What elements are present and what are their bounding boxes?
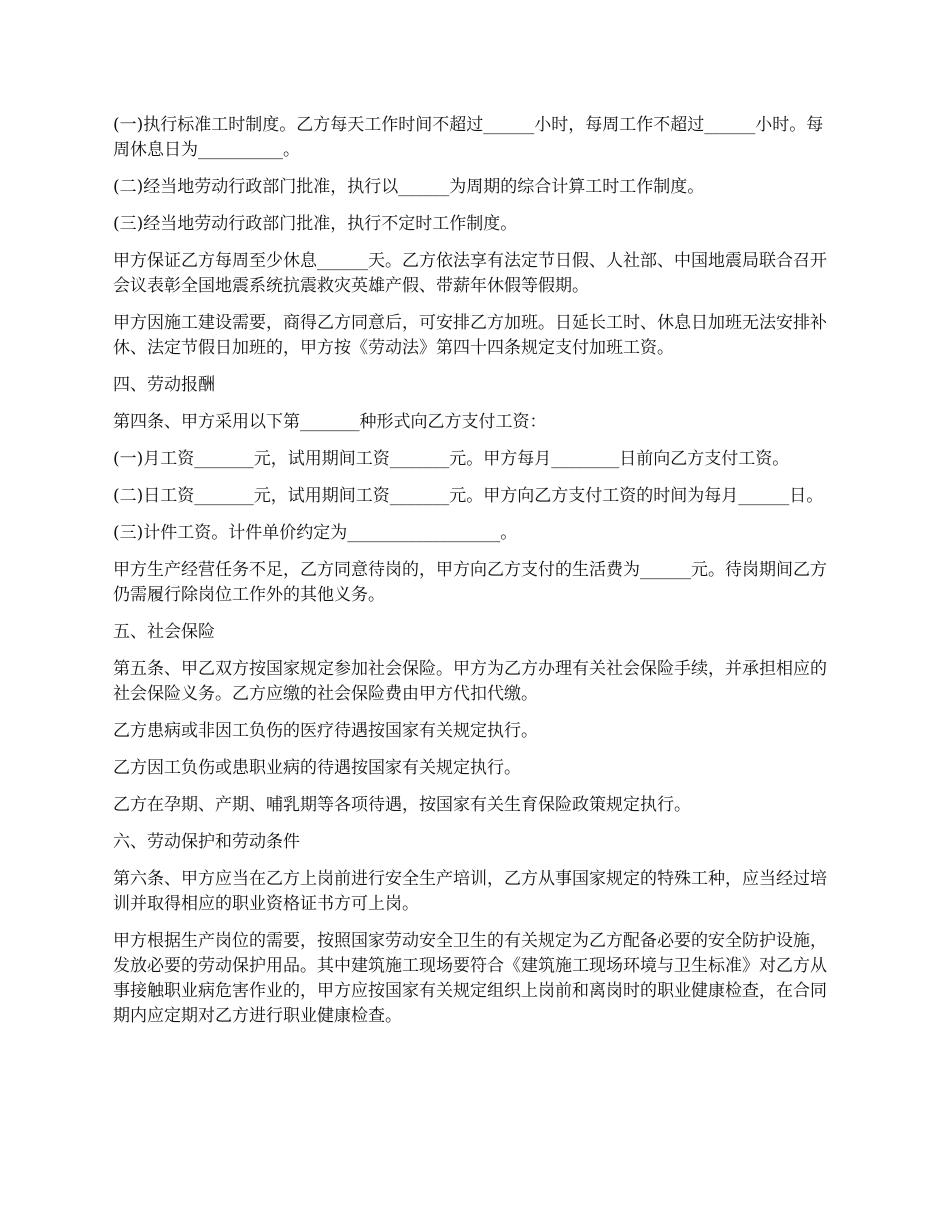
- section-heading-social-insurance: 五、社会保险: [113, 622, 215, 642]
- paragraph-maternity: 乙方在孕期、产期、哺乳期等各项待遇，按国家有关生育保险政策规定执行。: [113, 795, 691, 815]
- paragraph-piece-wage: (三)计件工资。计件单价约定为__________________。: [113, 523, 518, 543]
- paragraph-working-hours-comprehensive: (二)经当地劳动行政部门批准，执行以______为周期的综合计算工时工作制度。: [113, 177, 705, 197]
- document-body: [113, 113, 840, 1041]
- paragraph-working-hours-flexible: (三)经当地劳动行政部门批准，执行不定时工作制度。: [113, 214, 518, 234]
- paragraph-article-six: 第六条、甲方应当在乙方上岗前进行安全生产培训，乙方从事国家规定的特殊工种，应当经过培训并取得相应的职业资格证书方可上岗。: [113, 869, 827, 914]
- paragraph-article-four: 第四条、甲方采用以下第_______种形式向乙方支付工资：: [113, 412, 547, 432]
- paragraph-working-hours-standard: (一)执行标准工时制度。乙方每天工作时间不超过______小时，每周工作不超过______小时。每周休息日为__________。: [113, 115, 824, 160]
- paragraph-overtime: 甲方因施工建设需要，商得乙方同意后，可安排乙方加班。日延长工时、休息日加班无法安排补休、法定节假日加班的，甲方按《劳动法》第四十四条规定支付加班工资。: [113, 313, 827, 358]
- paragraph-rest-days: 甲方保证乙方每周至少休息______天。乙方依法享有法定节日假、人社部、中国地震局联合召开会议表彰全国地震系统抗震救灾英雄产假、带薪年休假等假期。: [113, 251, 827, 296]
- section-heading-labor-protection: 六、劳动保护和劳动条件: [113, 832, 300, 852]
- paragraph-monthly-wage: (一)月工资_______元，试用期间工资_______元。甲方每月________日前向乙方支付工资。: [113, 449, 790, 469]
- paragraph-work-injury: 乙方因工负伤或患职业病的待遇按国家有关规定执行。: [113, 758, 521, 778]
- section-heading-remuneration: 四、劳动报酬: [113, 375, 215, 395]
- paragraph-safety-equipment: 甲方根据生产岗位的需要，按照国家劳动安全卫生的有关规定为乙方配备必要的安全防护设施，发放必要的劳动保护用品。其中建筑施工现场要符合《建筑施工现场环境与卫生标准》对乙方从事接触职业病危害作业的，甲方应按国家有关规定组织上岗前和离岗时的职业健康检查，在合同期内应定期对乙方进行职业健康检查。: [113, 931, 827, 1026]
- paragraph-daily-wage: (二)日工资_______元，试用期间工资_______元。甲方向乙方支付工资的时间为每月______日。: [113, 486, 824, 506]
- paragraph-article-five: 第五条、甲乙双方按国家规定参加社会保险。甲方为乙方办理有关社会保险手续，并承担相应的社会保险义务。乙方应缴的社会保险费由甲方代扣代缴。: [113, 659, 827, 704]
- paragraph-sickness-treatment: 乙方患病或非因工负伤的医疗待遇按国家有关规定执行。: [113, 721, 538, 741]
- paragraph-standby-allowance: 甲方生产经营任务不足，乙方同意待岗的，甲方向乙方支付的生活费为______元。待岗期间乙方仍需履行除岗位工作外的其他义务。: [113, 560, 827, 605]
